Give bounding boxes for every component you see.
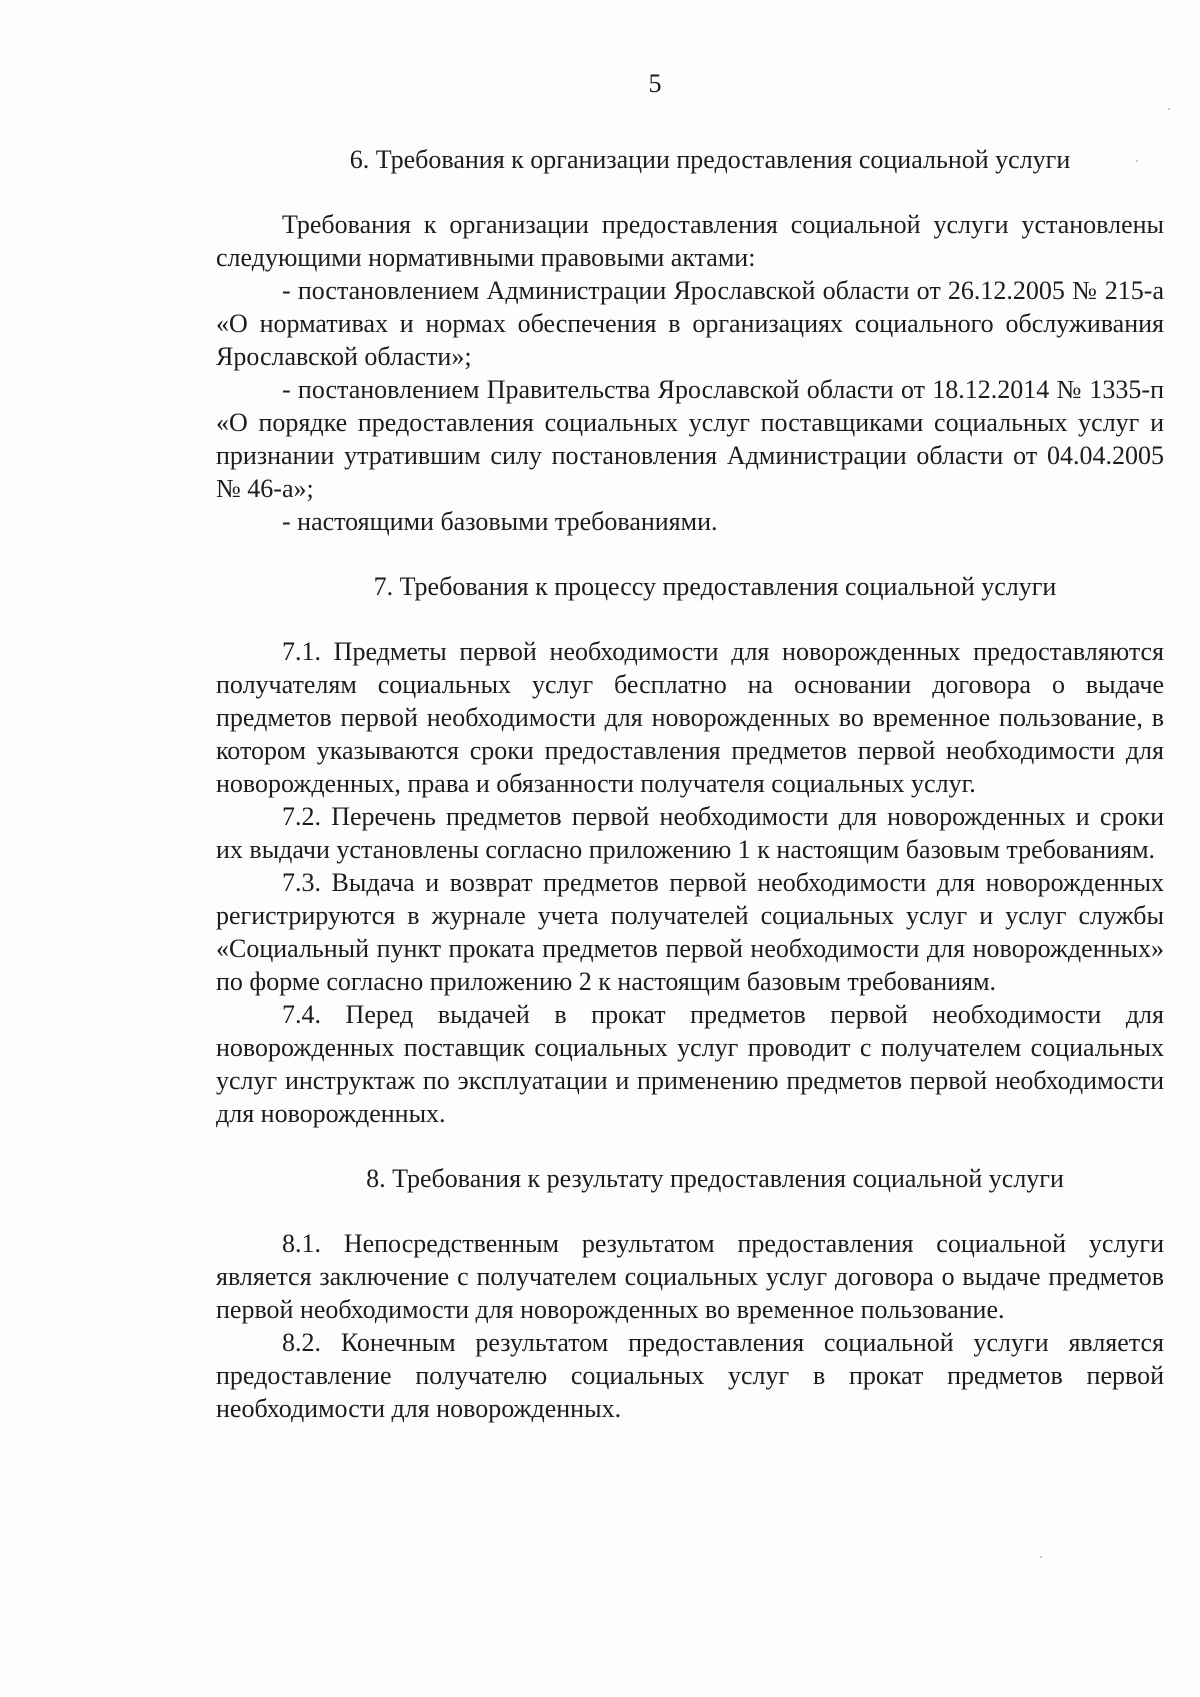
section-6-paragraph: Требования к организации предоставления социальной услуги установлены следующими нормативными правовыми актами:: [216, 210, 1164, 272]
section-8-paragraph: 8.2. Конечным результатом предоставления социальной услуги является предоставление получателю социальных услуг в прокат предметов первой необходимости для новорожденных.: [216, 1328, 1164, 1423]
section-6-heading: 6. Требования к организации предоставления социальной услуги: [349, 145, 1071, 174]
section-6-paragraph: - постановлением Администрации Ярославской области от 26.12.2005 № 215-а «О нормативах и нормах обеспечения в организациях социального обслуживания Ярославской области»;: [216, 276, 1164, 371]
section-7-paragraph: 7.4. Перед выдачей в прокат предметов первой необходимости для новорожденных поставщик социальных услуг проводит с получателем социальных услуг инструктаж по эксплуатации и применению предметов первой необходимости для новорожденных.: [216, 1000, 1164, 1128]
scan-speck: [1136, 160, 1138, 162]
section-6-paragraph: - настоящими базовыми требованиями.: [282, 507, 718, 536]
scan-speck: [1040, 1556, 1042, 1558]
section-7: [216, 570, 1164, 1130]
scan-speck: [1168, 108, 1170, 110]
section-6-paragraph: - постановлением Правительства Ярославской области от 18.12.2014 № 1335-п «О порядке предоставления социальных услуг поставщиками социальных услуг и признании утратившим силу постановления Администрации области от 04.04.2005 № 46-а»;: [216, 375, 1164, 503]
section-8: [216, 1162, 1164, 1425]
section-7-heading: 7. Требования к процессу предоставления социальной услуги: [373, 572, 1057, 601]
document-body: [216, 143, 1164, 1425]
section-7-paragraph: 7.2. Перечень предметов первой необходимости для новорожденных и сроки их выдачи установлены согласно приложению 1 к настоящим базовым требованиям.: [216, 802, 1164, 864]
section-7-paragraph: 7.3. Выдача и возврат предметов первой необходимости для новорожденных регистрируются в журнале учета получателей социальных услуг и услуг службы «Социальный пункт проката предметов первой необходимости для новорожденных» по форме согласно приложению 2 к настоящим базовым требованиям.: [216, 868, 1164, 996]
section-7-paragraph: 7.1. Предметы первой необходимости для новорожденных предоставляются получателям социальных услуг бесплатно на основании договора о выдаче предметов первой необходимости для новорожденных во временное пользование, в котором указываются сроки предоставления предметов первой необходимости для новорожденных, права и обязанности получателя социальных услуг.: [216, 637, 1164, 798]
section-8-heading: 8. Требования к результату предоставления социальной услуги: [366, 1164, 1064, 1193]
section-6: [216, 143, 1164, 538]
section-8-paragraph: 8.1. Непосредственным результатом предоставления социальной услуги является заключение с получателем социальных услуг договора о выдаче предметов первой необходимости для новорожденных во временное пользование.: [216, 1229, 1164, 1324]
page-number: 5: [648, 69, 662, 98]
